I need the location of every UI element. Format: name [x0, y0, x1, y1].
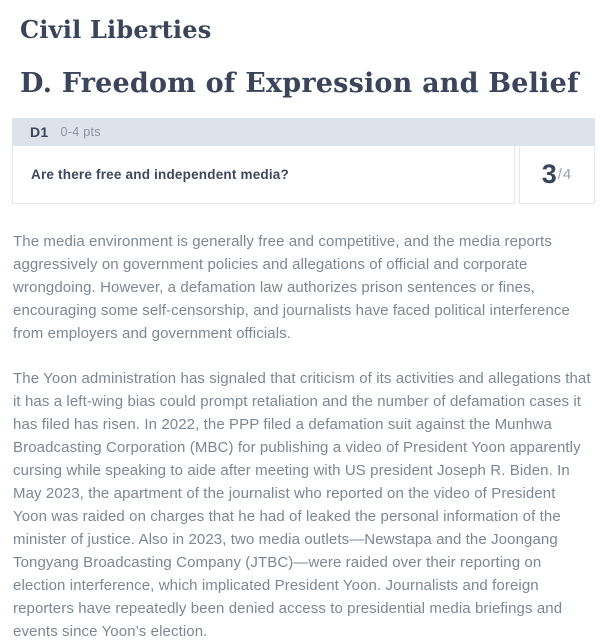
question-points-range: 0-4 pts: [60, 125, 101, 139]
score-max: /4: [557, 166, 573, 183]
score-value: 3: [541, 159, 557, 189]
question-text: Are there free and independent media?: [31, 167, 289, 182]
question-card-header: [12, 118, 595, 146]
paragraph-yoon-administration: The Yoon administration has signaled that criticism of its activities and allegations that it has a left-wing bias could prompt retaliation and the number of defamation cases it has filed has risen. In 2022, the PPP filed a defamation suit against the Munhwa Broadcasting Corporation (MBC) for publishing a video of President Yoon apparently cursing while speaking to aide after meeting with US president Joseph R. Biden. In May 2023, the apartment of the journalist who reported on the video of President Yoon was raided on charges that he had of leaked the personal information of the minister of justice. Also in 2023, two media outlets—Newstapa and the Joongang Tongyang Broadcasting Company (JTBC)—were raided over their reporting on election interference, which implicated President Yoon. Journalists and foreign reporters have repeatedly been denied access to presidential media briefings and events since Yoon’s election.: [13, 370, 591, 640]
question-card-body: [12, 146, 595, 204]
question-id: D1: [30, 124, 49, 140]
question-card: [12, 118, 595, 204]
score-cell: [519, 146, 595, 204]
subsection-title: D. Freedom of Expression and Belief: [20, 68, 579, 99]
question-row[interactable]: [12, 146, 515, 204]
report-page: [0, 15, 600, 640]
paragraph-media-environment: The media environment is generally free and competitive, and the media reports aggressively on government policies and allegations of official and corporate wrongdoing. However, a defamation law authorizes prison sentences or fines, encouraging some self-censorship, and journalists have faced political interference from employers and government officials.: [13, 233, 570, 342]
section-title: Civil Liberties: [20, 15, 212, 44]
report-body: [0, 230, 600, 643]
